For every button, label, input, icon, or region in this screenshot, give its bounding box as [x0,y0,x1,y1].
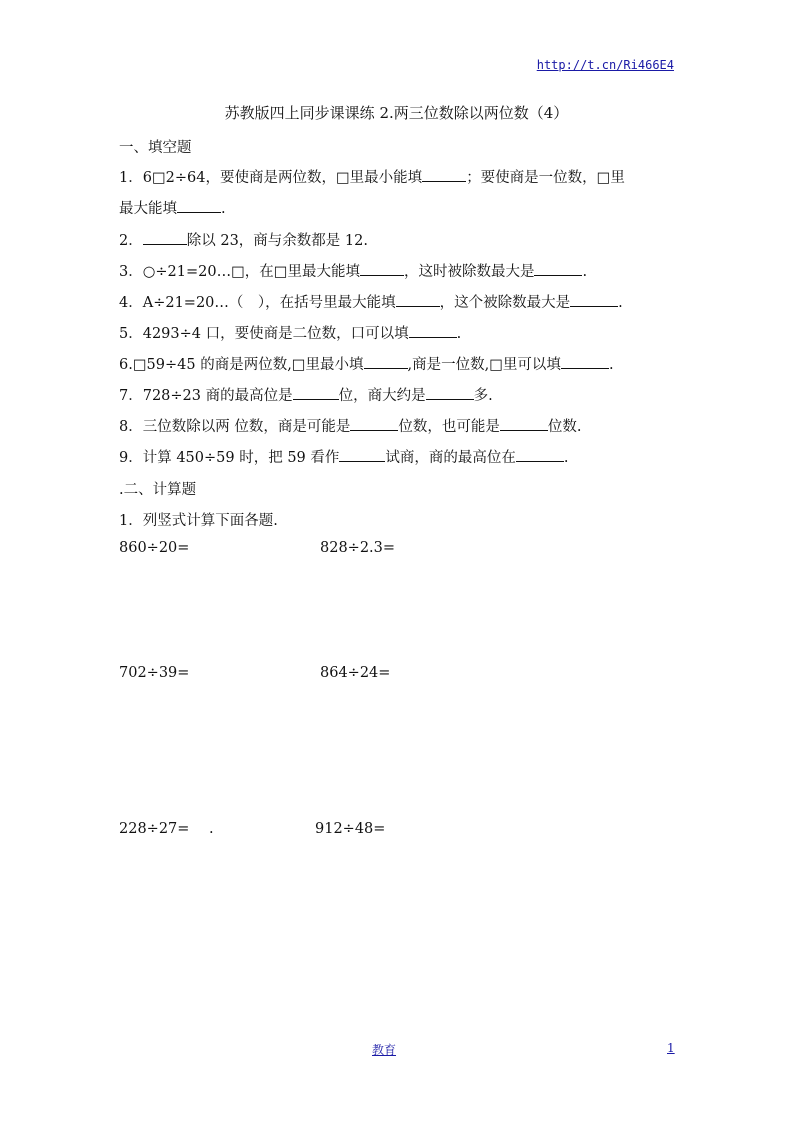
q6-text-a: 6.□59÷45 的商是两位数,□里最小填 [119,357,364,373]
q4-text-a: 4．A÷21=20…（ ），在括号里最大能填 [119,295,396,311]
q4-text-c: . [618,295,623,311]
page-title: 苏教版四上同步课课练 2.两三位数除以两位数（4） [224,104,569,122]
q7-text-b: 位，商大约是 [338,388,426,404]
answer-blank[interactable] [409,323,457,338]
q5-text-b: . [456,326,462,342]
question-9 [119,446,569,467]
answer-blank[interactable] [516,447,564,462]
q1-text-a: 1．6□2÷64，要使商是两位数，□里最小能填 [119,170,423,186]
q9-text-b: 试商，商的最高位在 [385,450,516,466]
header-link[interactable]: http://t.cn/Ri466E4 [536,58,674,72]
answer-blank[interactable] [561,354,609,369]
q9-text-a: 9．计算 450÷59 时，把 59 看作 [119,450,340,466]
answer-blank[interactable] [396,292,440,307]
question-6 [119,353,614,374]
answer-blank[interactable] [143,230,187,245]
calc-problem: 702÷39= [119,665,190,681]
calc-problem: 864÷24= [320,665,391,681]
q8-text-a: 8．三位数除以两 位数，商是可能是 [119,419,351,435]
q1-text-b: ；要使商是一位数，□里 [466,170,625,186]
q1-text-d: . [221,201,226,217]
calc-instruction: 1．列竖式计算下面各题. [119,513,278,529]
answer-blank[interactable] [350,416,398,431]
section-2-heading: .二、计算题 [119,482,197,498]
q8-text-c: 位数. [547,419,582,435]
question-5 [119,322,461,343]
question-2 [119,229,368,250]
q2-text-b: 除以 23，商与余数都是 12. [186,233,368,249]
q3-text-a: 3．○÷21=20…□，在□里最大能填 [119,264,360,280]
question-8 [119,415,581,436]
calc-problem: 860÷20= [119,540,190,556]
stray-dot: . [209,821,214,837]
question-7 [119,384,493,405]
question-4 [119,291,623,312]
section-1-heading: 一、填空题 [119,140,192,156]
q7-text-c: 多. [473,388,493,404]
answer-blank[interactable] [500,416,548,431]
answer-blank[interactable] [177,198,221,213]
q8-text-b: 位数，也可能是 [398,419,500,435]
q5-text-a: 5．4293÷4 口，要使商是二位数，口可以填 [119,326,409,342]
answer-blank[interactable] [364,354,408,369]
q3-text-c: . [582,264,588,280]
answer-blank[interactable] [426,385,474,400]
calc-problem: 228÷27= [119,821,190,837]
q1-text-c: 最大能填 [119,201,177,217]
answer-blank[interactable] [570,292,618,307]
calc-problem: 912÷48= [315,821,386,837]
q3-text-b: ，这时被除数最大是 [403,264,535,280]
answer-blank[interactable] [360,261,404,276]
q6-text-b: ,商是一位数,□里可以填 [407,357,561,373]
q6-text-c: . [608,357,614,373]
footer-link[interactable]: 教育 [372,1043,397,1057]
answer-blank[interactable] [534,261,582,276]
answer-blank[interactable] [422,167,466,182]
q4-text-b: ，这个被除数最大是 [439,295,571,311]
answer-blank[interactable] [339,447,385,462]
q9-text-c: . [563,450,569,466]
calc-problem: 828÷2.3= [320,540,396,556]
q7-text-a: 7．728÷23 商的最高位是 [119,388,293,404]
answer-blank[interactable] [293,385,339,400]
question-3 [119,260,587,281]
question-1-continued [119,197,226,218]
q2-text-a: 2． [119,233,143,249]
question-1 [119,166,625,187]
page-number: 1 [667,1041,675,1055]
